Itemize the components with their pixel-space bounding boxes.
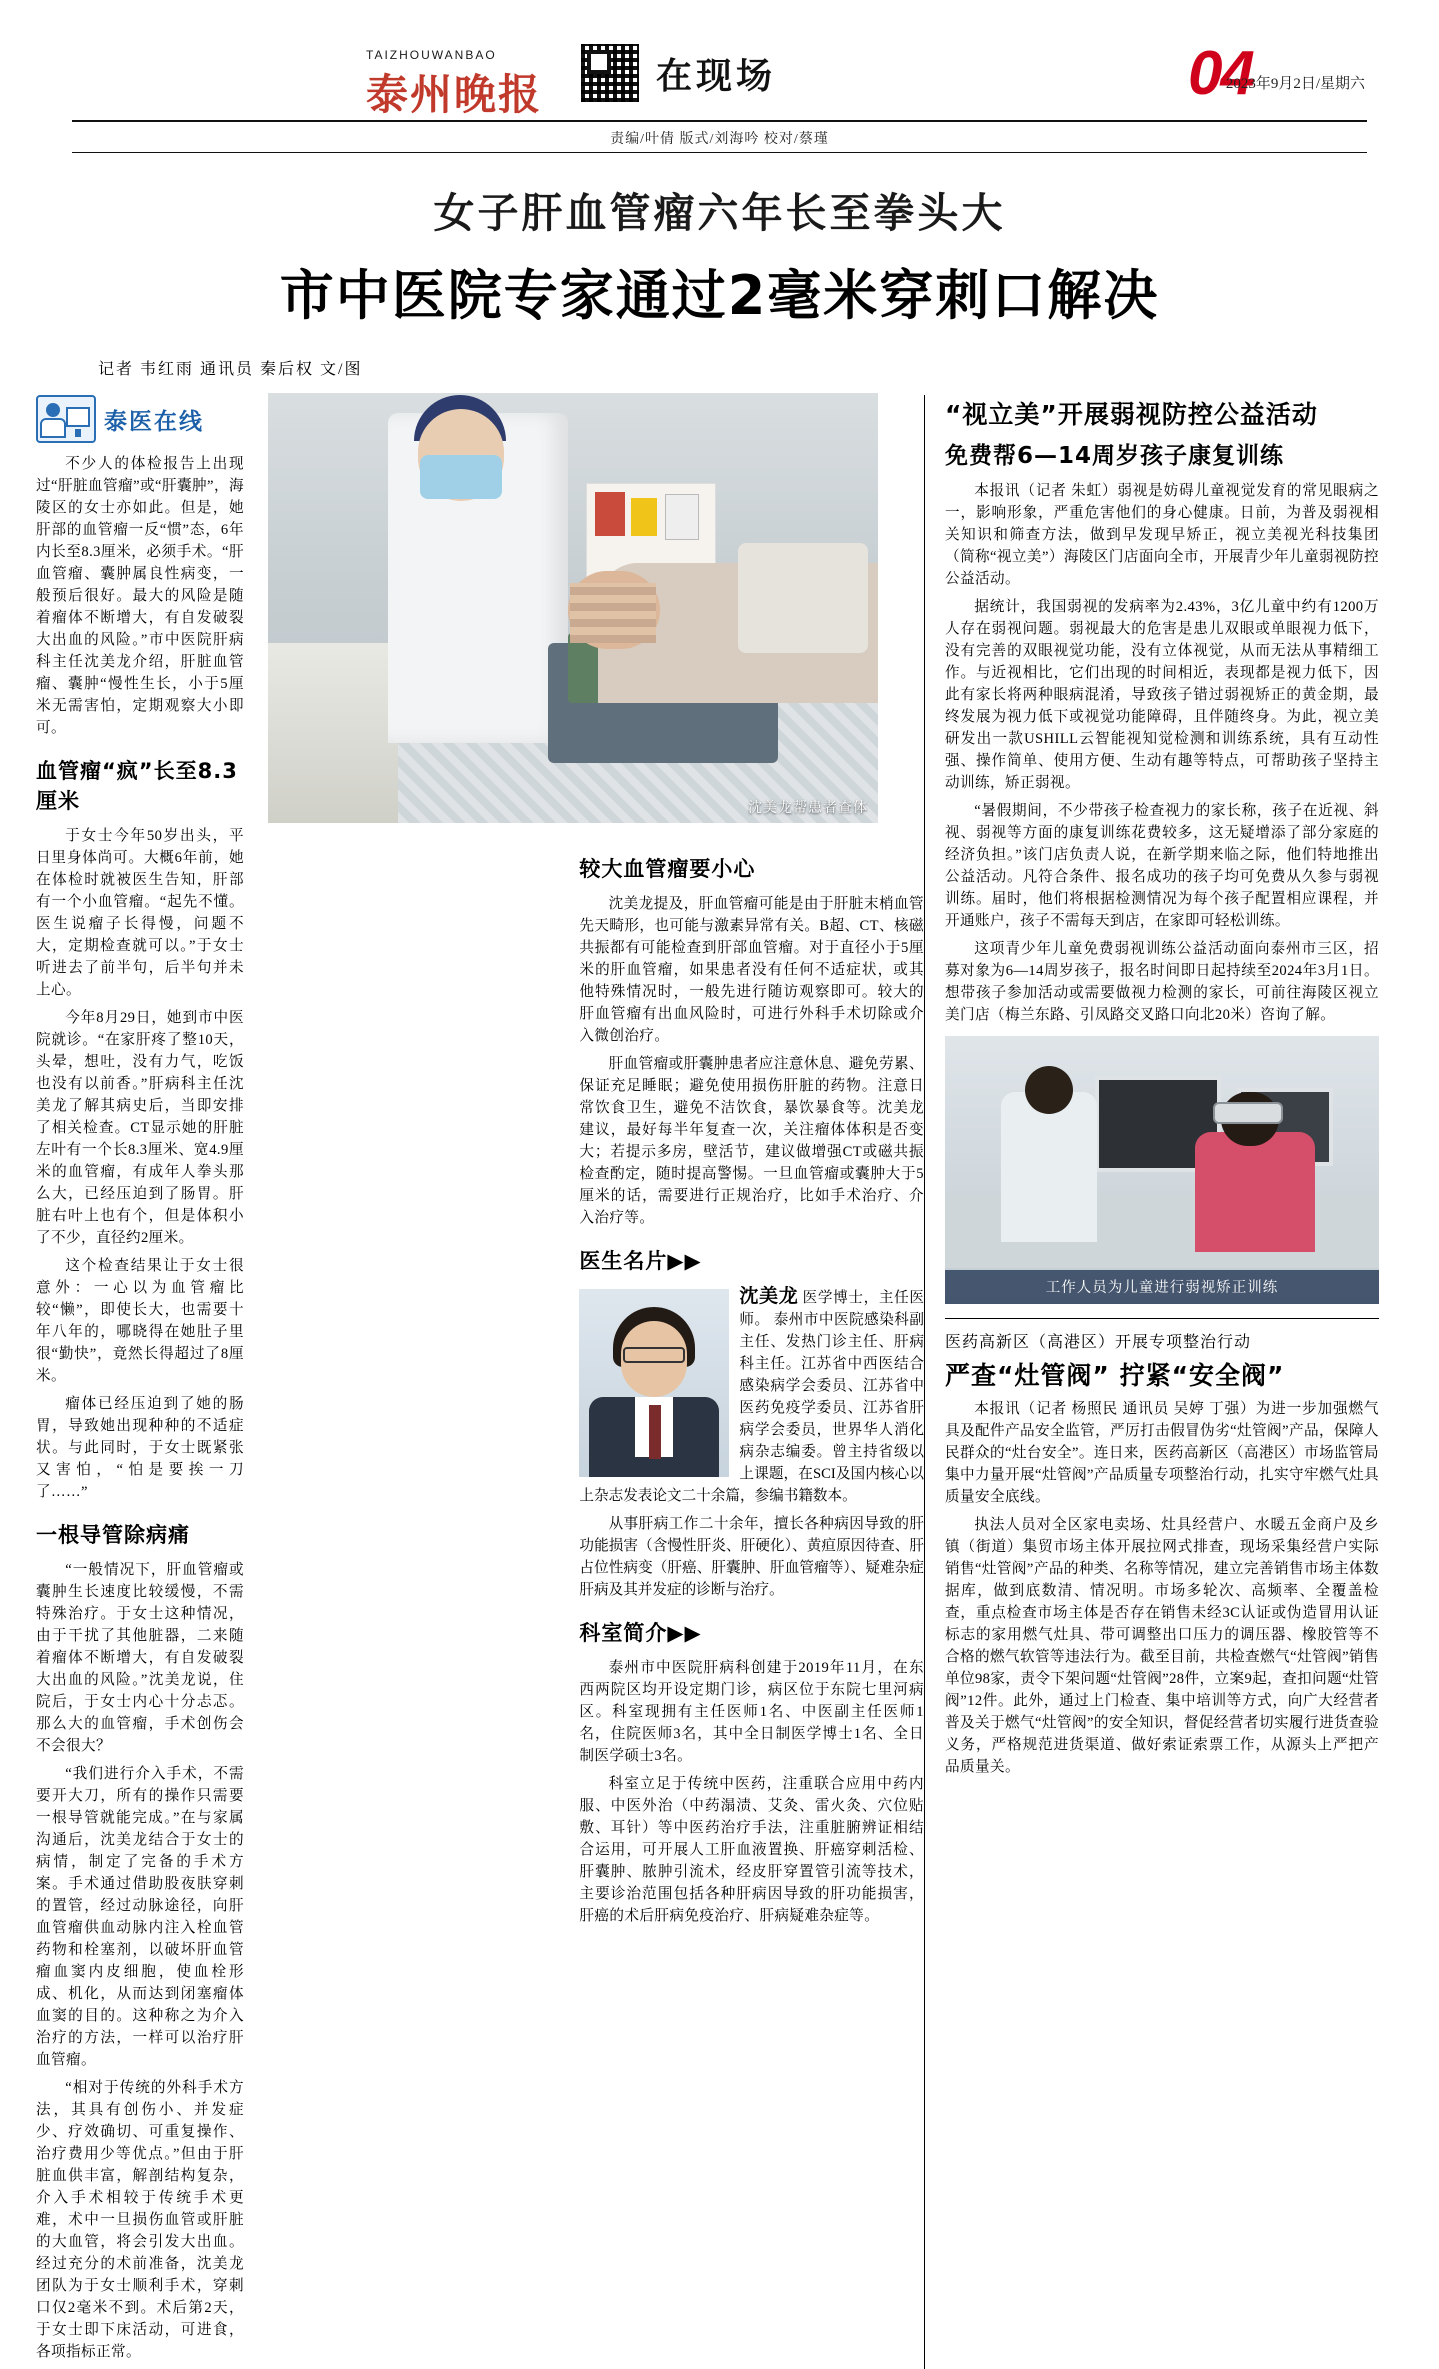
- column-1: [36, 395, 258, 2369]
- right-column: [924, 395, 1379, 2369]
- doctor-card-title: [579, 1245, 924, 1275]
- ad1-p2: 据统计，我国弱视的发病率为2.43%，3亿儿童中约有1200万人存在弱视问题。弱视最大的危害是患儿双眼或单眼视力低下，没有完善的双眼视觉功能，没有立体视觉，从而无法从事精细工作。与近视相比，它们出现的时间相近，表现都是视力低下，因此有家长将两种眼病混淆，导致孩子错过弱视矫正的黄金期，最终发展为视力低下或视觉功能障碍，且伴随终身。为此，视立美研发出一款USHILL云智能视知觉检测和训练系统，具有互动性强、操作简单、使用方便、生动有趣等特点，可帮助孩子坚持主动训练，矫正弱视。: [945, 599, 1379, 791]
- section-1-p3: 这个检查结果让于女士很意外：一心以为血管瘤比较“懒”，即使长大，也需要十年八年的，哪晓得在她肚子里很“勤快”，竟然长得超过了8厘米。: [36, 1258, 244, 1384]
- ad1-title: “视立美”开展弱视防控公益活动: [945, 400, 1318, 429]
- doctor-portrait: [579, 1289, 729, 1477]
- ad2-title: 严查“灶管阀” 拧紧“安全阀”: [945, 1361, 1285, 1390]
- taiyi-online-logo: [36, 395, 244, 443]
- edition-credits: 责编/叶倩 版式/刘海吟 校对/蔡瑾: [610, 132, 829, 147]
- masthead-divider: [72, 120, 1367, 122]
- section-2-p2: “我们进行介入手术，不需要开大刀，所有的操作只需要一根导管就能完成。”在与家属沟通后，沈美龙结合于女士的病情，制定了完备的手术方案。手术通过借助股夜肤穿刺的置管，经过动脉途径，向肝血管瘤供血动脉内注入栓血管药物和栓塞剂，以破坏肝血管瘤血窦内皮细胞，使血栓形成、机化，从而达到闭塞瘤体血窦的目的。这种称之为介入治疗的方法，一样可以治疗肝血管瘤。: [36, 1766, 244, 2068]
- ad1-subtitle: 免费帮6—14周岁孩子康复训练: [945, 443, 1285, 469]
- section-3-title: 较大血管瘤要小心: [579, 857, 756, 881]
- headline-block: [36, 180, 1403, 330]
- doctor-experience: 从事肝病工作二十余年，擅长各种病因导致的肝功能损害（含慢性肝炎、肝硬化）、黄疸原因待查、肝占位性病变（肝癌、肝囊肿、肝血管瘤等）、疑难杂症肝病及其并发症的诊断与治疗。: [579, 1516, 924, 1598]
- headline-main: 市中医院专家通过2毫米穿刺口解决: [279, 264, 1160, 327]
- doctor-card-label: 医生名片: [579, 1249, 668, 1273]
- section-1-p1: 于女士今年50岁出头，平日里身体尚可。大概6年前，她在体检时就被医生告知，肝部有一个小血管瘤。“起先不懂。医生说瘤子长得慢，问题不大，定期检查就可以。”于女士听进去了前半句，后半句并未上心。: [36, 828, 244, 998]
- doctor-monitor-icon: [36, 395, 96, 443]
- department-intro-label: 科室简介: [579, 1621, 668, 1645]
- section-2-p1: “一般情况下，肝血管瘤或囊肿生长速度比较缓慢，不需特殊治疗。于女士这种情况，由于干扰了其他脏器，二来随着瘤体不断增大，有自发破裂大出血的风险。”沈美龙说，住院后，于女士内心十分忐忑。那么大的血管瘤，手术创伤会不会很大？: [36, 1562, 244, 1754]
- section-title: 在现场: [656, 55, 777, 97]
- headline-sub: 女子肝血管瘤六年长至拳头大: [433, 189, 1006, 237]
- section-2-p3: “相对于传统的外科手术方法，其具有创伤小、并发症少、疗效确切、可重复操作、治疗费用少等优点。”但由于肝脏血供丰富，解剖结构复杂，介入手术相较于传统手术更难，术中一旦损伤血管或肝脏的大血管，将会引发大出血。经过充分的术前准备，沈美龙团队为于女士顺利手术，穿刺口仅2毫米不到。术后第2天，于女士即下床活动，可进食，各项指标正常。: [36, 2080, 244, 2360]
- section-2-title: 一根导管除病痛: [36, 1523, 190, 1547]
- doctor-card-arrow: ▶▶: [667, 1249, 702, 1273]
- byline: 记者 韦红雨 通讯员 秦后权 文/图: [98, 361, 363, 378]
- department-p2: 科室立足于传统中医药，注重联合应用中药内服、中医外治（中药溻渍、艾灸、雷火灸、穴位贴敷、耳针）等中医药治疗手法，注重脏腑辨证相结合运用，可开展人工肝血液置换、肝癌穿刺活检、肝囊肿、脓肿引流术，经皮肝穿置管引流等技术，主要诊治范围包括各种肝病因导致的肝功能损害，肝癌的术后肝病免疫治疗、肝病疑难杂症等。: [579, 1776, 924, 1924]
- columns-2-3: [268, 837, 924, 1933]
- ad2-p1: 本报讯（记者 杨照民 通讯员 吴婷 丁强）为进一步加强燃气具及配件产品安全监管，严厉打击假冒伪劣“灶管阀”产品，保障人民群众的“灶台安全”。连日来，医药高新区（高港区）市场监管局集中力量开展“灶管阀”产品质量专项整治行动，扎实守牢燃气灶具质量安全底线。: [945, 1401, 1379, 1505]
- column-3: [579, 837, 924, 1933]
- page-number: 04: [1188, 39, 1253, 108]
- paper-pinyin: TAIZHOUWANBAO: [366, 48, 497, 62]
- ad2-p2: 执法人员对全区家电卖场、灶具经营户、水暖五金商户及乡镇（街道）集贸市场主体开展拉网式排查，现场采集经营户实际销售“灶管阀”产品的种类、名称等情况，建立完善销售市场主体数据库，做到底数清、情况明。市场多轮次、高频率、全覆盖检查，重点检查市场主体是否存在销售未经3C认证或伪造冒用认证标志的家用燃气灶具、带可调整出口压力的调压器、橡胶管等不合格的燃气软管等违法行为。截至目前，共检查燃气“灶管阀”销售单位98家，责令下架问题“灶管阀”28件，立案9起，查扣问题“灶管阀”12件。此外，通过上门检查、集中培训等方式，向广大经营者普及关于燃气“灶管阀”的安全知识，督促经营者切实履行进货查验义务，严格规范进货渠道、做好索证索票工作，从源头上严把产品质量关。: [945, 1517, 1379, 1775]
- masthead-divider-2: [72, 152, 1367, 153]
- section-3-p1: 沈美龙提及，肝血管瘤可能是由于肝脏末梢血管先天畸形，也可能与激素异常有关。B超、CT、核磁共振都有可能检查到肝部血管瘤。对于直径小于5厘米的肝血管瘤，如果患者没有任何不适症状，或其他特殊情况时，一般先进行随访观察即可。较大的肝血管瘤有出血风险时，可进行外科手术切除或介入微创治疗。: [579, 896, 924, 1044]
- lead-paragraph: 不少人的体检报告上出现过“肝脏血管瘤”或“肝囊肿”，海陵区的女士亦如此。但是，她肝部的血管瘤一反“惯”态，6年内长至8.3厘米，必须手术。“肝血管瘤、囊肿属良性病变，一般预后很好。最大的风险是随着瘤体不断增大，有自发破裂大出血的风险。”市中医院肝病科主任沈美龙介绍，肝脏血管瘤、囊肿“慢性生长，小于5厘米无需害怕，定期观察大小即可。: [36, 456, 244, 736]
- section-divider: [945, 1318, 1379, 1319]
- photo-caption: 沈美龙帮患者查体: [748, 801, 868, 816]
- column-2: [268, 837, 579, 1933]
- taiyi-online-label: 泰医在线: [104, 408, 204, 435]
- section-1-p2: 今年8月29日，她到市中医院就诊。“在家肝疼了整10天，头晕，想吐，没有力气，吃饭也没有以前香。”肝病科主任沈美龙了解其病史后，当即安排了相关检查。CT显示她的肝脏左叶有一个长8.3厘米、宽4.9厘米的血管瘤，有成年人拳头那么大，已经压迫到了肠胃。肝脏右叶上也有个，但是体积小了不少，直径约2厘米。: [36, 1010, 244, 1246]
- vision-goggles: [1213, 1102, 1283, 1124]
- article-columns: [36, 395, 1403, 2369]
- doctor-card: [579, 1285, 924, 1601]
- photo2-caption: 工作人员为儿童进行弱视矫正训练: [1045, 1280, 1279, 1296]
- doctor-title: 医学博士，主任医师。: [739, 1290, 924, 1328]
- privacy-blur: [570, 583, 656, 643]
- ad2-kicker: 医药高新区（高港区）开展专项整治行动: [945, 1334, 1252, 1351]
- paper-title: 泰州晚报: [366, 70, 543, 119]
- department-intro-title: [579, 1617, 924, 1647]
- ad1-p1: 本报讯（记者 朱虹）弱视是妨碍儿童视觉发育的常见眼病之一，影响形象，严重危害他们的身心健康。日前，为普及弱视相关知识和筛查方法，做到早发现早矫正，视立美视光科技集团（简称“视立美”）海陵区门店面向全市，开展青少年儿童弱视防控公益活动。: [945, 483, 1379, 587]
- section-3-p2: 肝血管瘤或肝囊肿患者应注意休息、避免劳累、保证充足睡眠；避免使用损伤肝脏的药物。注意日常饮食卫生，避免不洁饮食，暴饮暴食等。沈美龙建议，最好每半年复查一次，关注瘤体体积是否变大；若提示多房，壁活节，建议做增强CT或磁共振检查酌定，随时提高警惕。一旦血管瘤或囊肿大于5厘米的话，需要进行正规治疗，比如手术治疗、介入治疗等。: [579, 1056, 924, 1226]
- department-p1: 泰州市中医院肝病科创建于2019年11月，在东西两院区均开设定期门诊，病区位于东院七里河病区。科室现拥有主任医师1名、中医副主任医师1名，住院医师3名，其中全日制医学博士1名、全日制医学硕士3名。: [579, 1660, 924, 1764]
- ad1-p4: 这项青少年儿童免费弱视训练公益活动面向泰州市三区，招募对象为6—14周岁孩子，报名时间即日起持续至2024年3月1日。想带孩子参加活动或需要做视力检测的家长，可前往海陵区视立美门店（梅兰东路、引凤路交叉路口向北20米）咨询了解。: [945, 941, 1379, 1023]
- department-intro-arrow: ▶▶: [667, 1621, 702, 1645]
- masthead: [36, 0, 1403, 147]
- column-2-3-wrap: [258, 395, 924, 2369]
- training-photo: [945, 1036, 1379, 1304]
- doctor-name: 沈美龙: [739, 1285, 799, 1307]
- ad1-p3: “暑假期间，不少带孩子检查视力的家长称，孩子在近视、斜视、弱视等方面的康复训练花费较多，这无疑增添了部分家庭的经济负担。”该门店负责人说，在新学期来临之际，他们特地推出公益活动。凡符合条件、报名成功的孩子均可免费从久参与弱视训练。届时，他们将根据检测情况为每个孩子配置相应课程，并开通账户，孩子不需每天到店，在家即可轻松训练。: [945, 803, 1379, 929]
- doctor-bio: 泰州市中医院感染科副主任、发热门诊主任、肝病科主任。江苏省中西医结合感染病学会委员、江苏省中医药免疫学委员、江苏省肝病学会委员，世界华人消化病杂志编委。曾主持省级以上课题，在SCI及国内核心以上杂志发表论文二十余篇，参编书籍数本。: [579, 1312, 924, 1504]
- section-1-title: 血管瘤“疯”长至8.3厘米: [36, 759, 238, 813]
- qr-code-icon[interactable]: [579, 42, 641, 104]
- issue-date: 2023年9月2日/星期六: [1225, 76, 1365, 92]
- section-1-p4: 瘤体已经压迫到了她的肠胃，导致她出现种种的不适症状。与此同时，于女士既紧张又害怕，“怕是要挨一刀了……”: [36, 1396, 244, 1500]
- surgery-photo: [268, 393, 878, 823]
